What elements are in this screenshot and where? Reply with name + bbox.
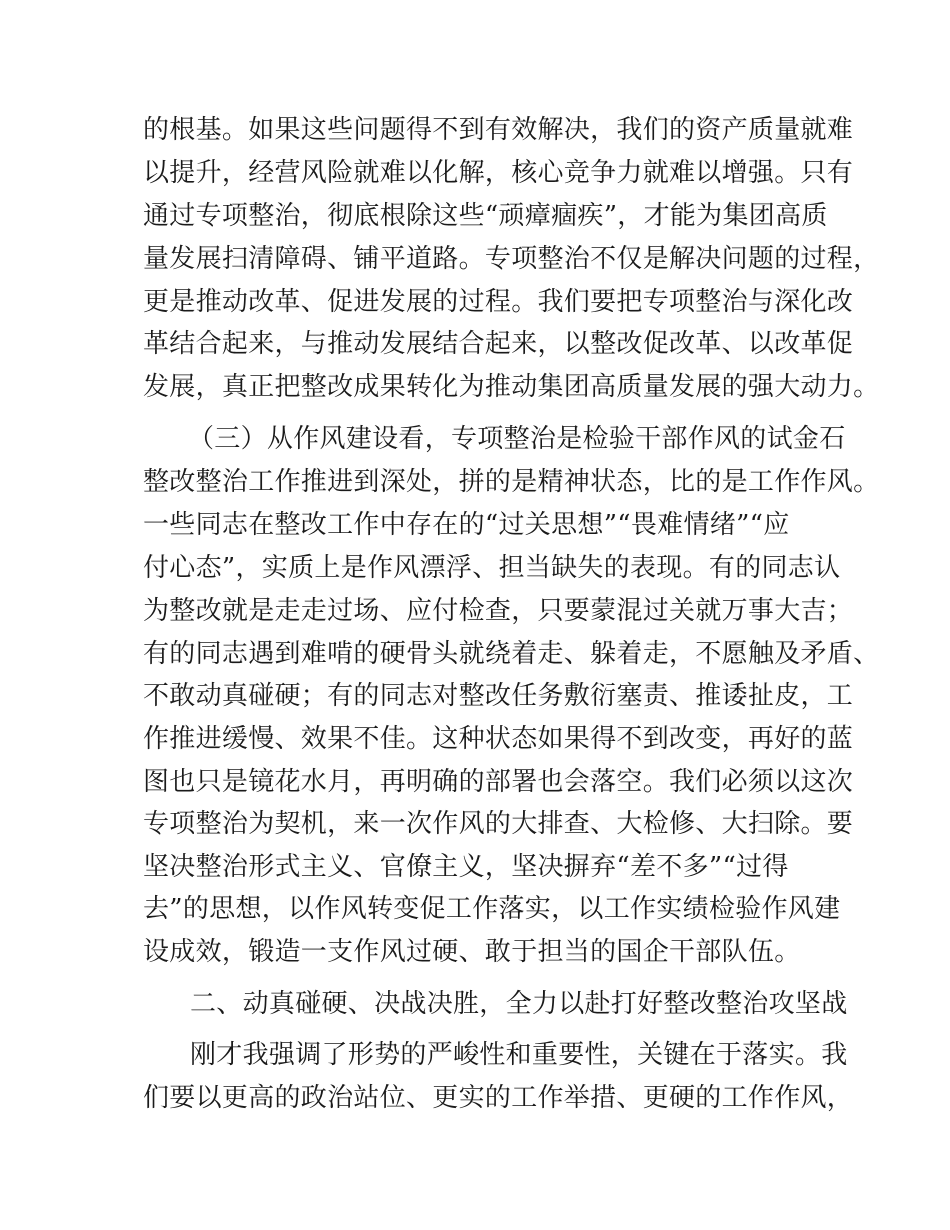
text-line: 不敢动真碰硬；有的同志对整改任务敷衍塞责、推诿扯皮，工 xyxy=(143,681,854,711)
text-line: 的根基。如果这些问题得不到有效解决，我们的资产质量就难 xyxy=(143,115,854,145)
text-line: 们要以更高的政治站位、更实的工作举措、更硬的工作作风， xyxy=(143,1083,854,1113)
text-line: 专项整治为契机，来一次作风的大排查、大检修、大扫除。要 xyxy=(143,809,854,839)
text-line: 发展，真正把整改成果转化为推动集团高质量发展的强大动力。 xyxy=(143,372,880,402)
text-line: 有的同志遇到难啃的硬骨头就绕着走、躲着走，不愿触及矛盾、 xyxy=(143,639,880,669)
text-line: 去”的思想，以作风转变促工作落实，以工作实绩检验作风建 xyxy=(143,894,841,924)
text-line: 量发展扫清障碍、铺平道路。专项整治不仅是解决问题的过程， xyxy=(143,244,880,274)
chapter-heading: 二、动真碰硬、决战决胜，全力以赴打好整改整治攻坚战 xyxy=(190,989,848,1019)
text-line: 更是推动改革、促进发展的过程。我们要把专项整治与深化改 xyxy=(143,287,854,317)
text-line: 作推进缓慢、效果不佳。这种状态如果得不到改变，再好的蓝 xyxy=(143,724,854,754)
text-line: 整改整治工作推进到深处，拼的是精神状态，比的是工作作风。 xyxy=(143,467,880,497)
text-line: 设成效，锻造一支作风过硬、敢于担当的国企干部队伍。 xyxy=(143,937,801,967)
text-line: 图也只是镜花水月，再明确的部署也会落空。我们必须以这次 xyxy=(143,767,854,797)
text-line: 刚才我强调了形势的严峻性和重要性，关键在于落实。我 xyxy=(190,1040,848,1070)
text-line: 付心态”，实质上是作风漂浮、担当缺失的表现。有的同志认 xyxy=(143,553,841,583)
text-line: 一些同志在整改工作中存在的“过关思想”“畏难情绪”“应 xyxy=(143,510,790,540)
section-heading: （三）从作风建设看，专项整治是检验干部作风的试金石 xyxy=(188,424,846,454)
text-line: 通过专项整治，彻底根除这些“顽瘴痼疾”，才能为集团高质 xyxy=(143,201,828,231)
text-line: 为整改就是走走过场、应付检查，只要蒙混过关就万事大吉； xyxy=(143,596,854,626)
text-line: 以提升，经营风险就难以化解，核心竞争力就难以增强。只有 xyxy=(143,158,854,188)
text-line: 坚决整治形式主义、官僚主义，坚决摒弃“差不多”“过得 xyxy=(143,852,789,882)
text-line: 革结合起来，与推动发展结合起来，以整改促改革、以改革促 xyxy=(143,329,854,359)
